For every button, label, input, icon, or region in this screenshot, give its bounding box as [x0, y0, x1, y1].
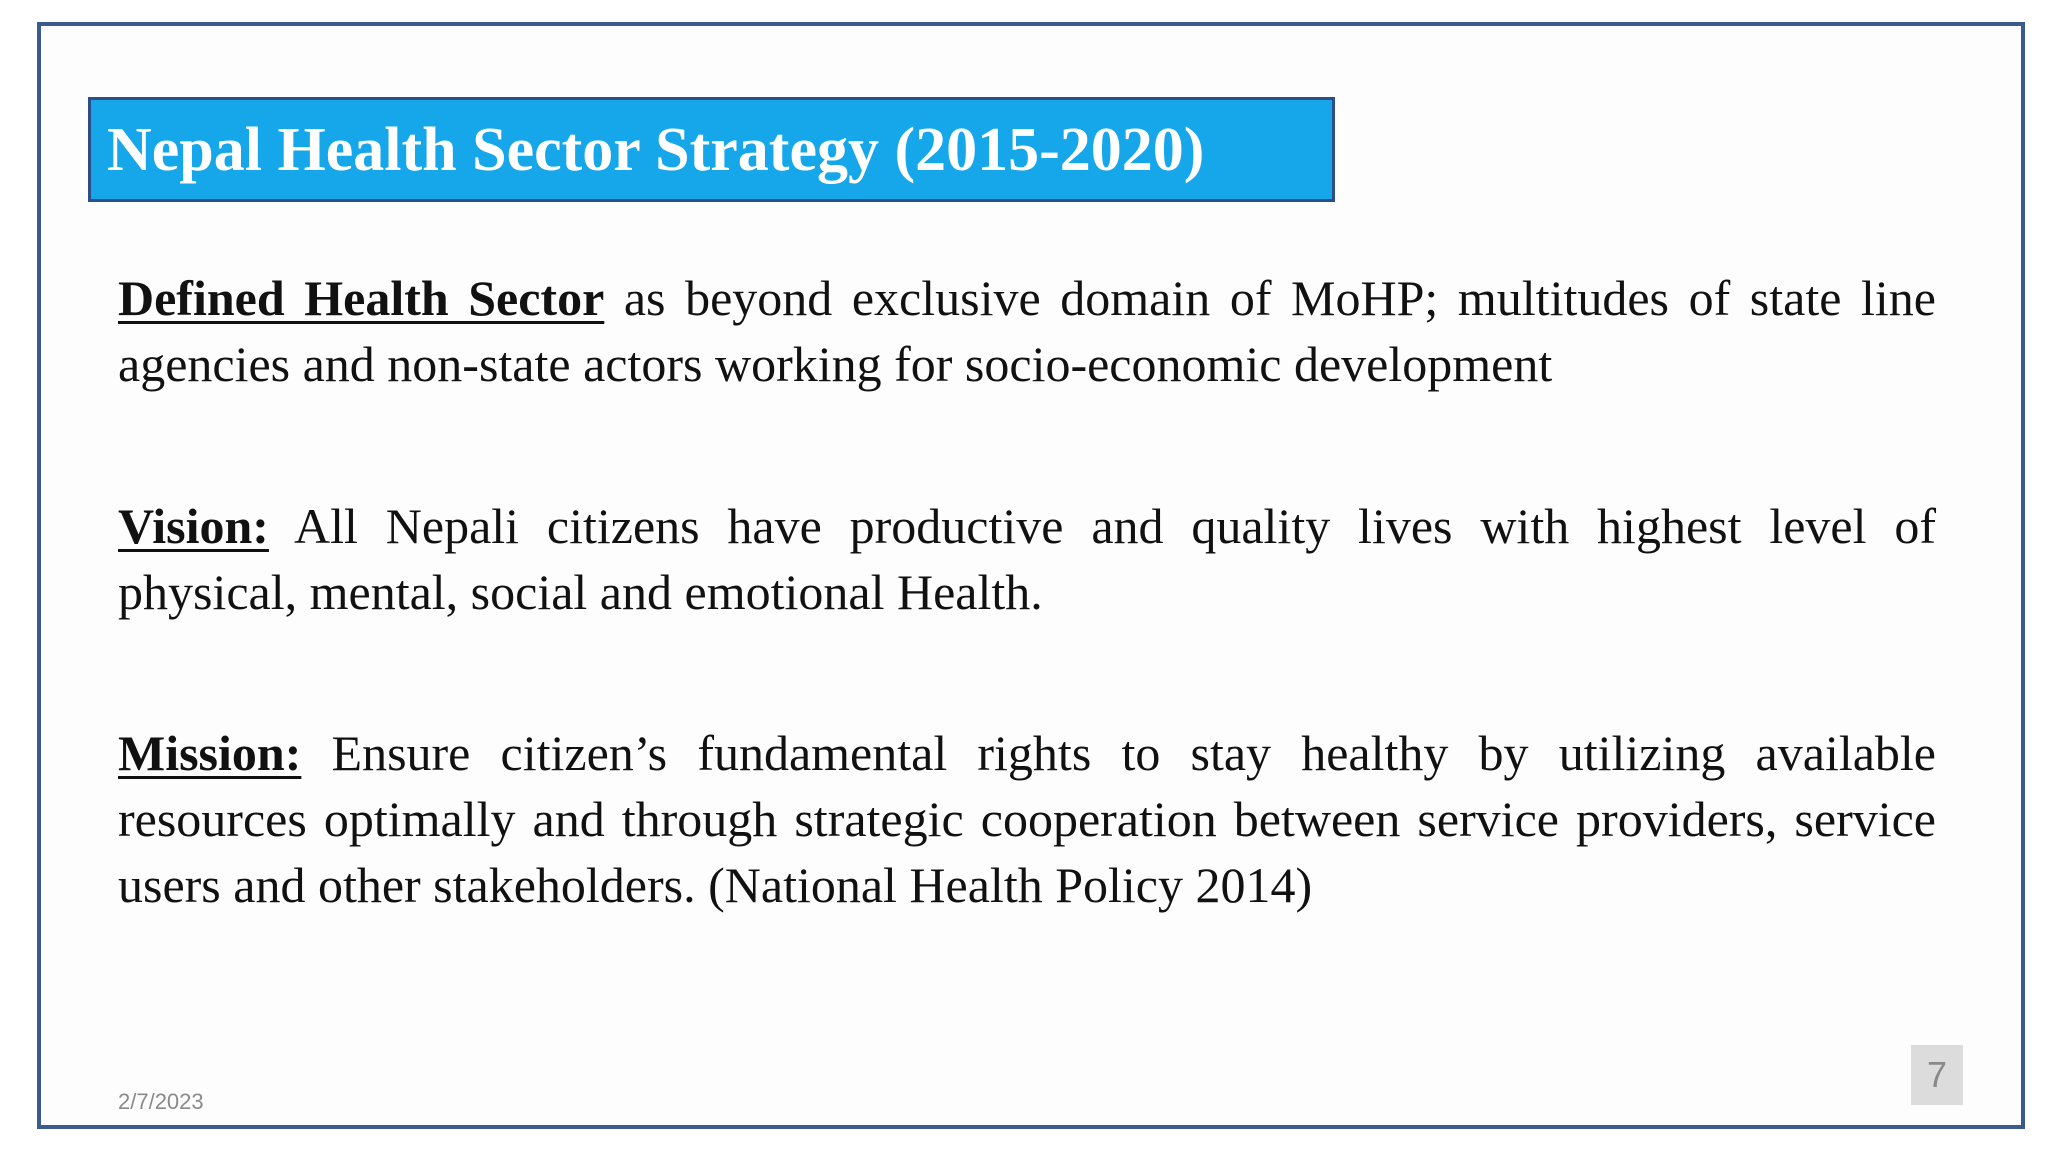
term-defined-health-sector: Defined Health Sector	[118, 270, 605, 326]
paragraph-text: Ensure citizen’s fundamental rights to stay healthy by utilizing available resources optimally and through strategic cooperation between service providers, service users and other stakeholders. (National Health Policy 2014)	[118, 725, 1936, 913]
slide-title: Nepal Health Sector Strategy (2015-2020)	[107, 115, 1205, 184]
term-mission: Mission:	[118, 725, 302, 781]
page-number: 7	[1911, 1045, 1963, 1105]
paragraph-vision	[118, 493, 1936, 625]
slide-date: 2/7/2023	[118, 1089, 204, 1114]
term-vision: Vision:	[118, 498, 269, 554]
paragraph-defined-health-sector	[118, 265, 1936, 397]
paragraph-text: All Nepali citizens have productive and quality lives with highest level of physical, mental, social and emotional Health.	[118, 498, 1936, 620]
title-banner	[88, 97, 1335, 202]
paragraph-mission	[118, 720, 1936, 918]
paragraph-text: as beyond exclusive domain of MoHP; multitudes of state line agencies and non-state actors working for socio-economic development	[118, 270, 1936, 392]
